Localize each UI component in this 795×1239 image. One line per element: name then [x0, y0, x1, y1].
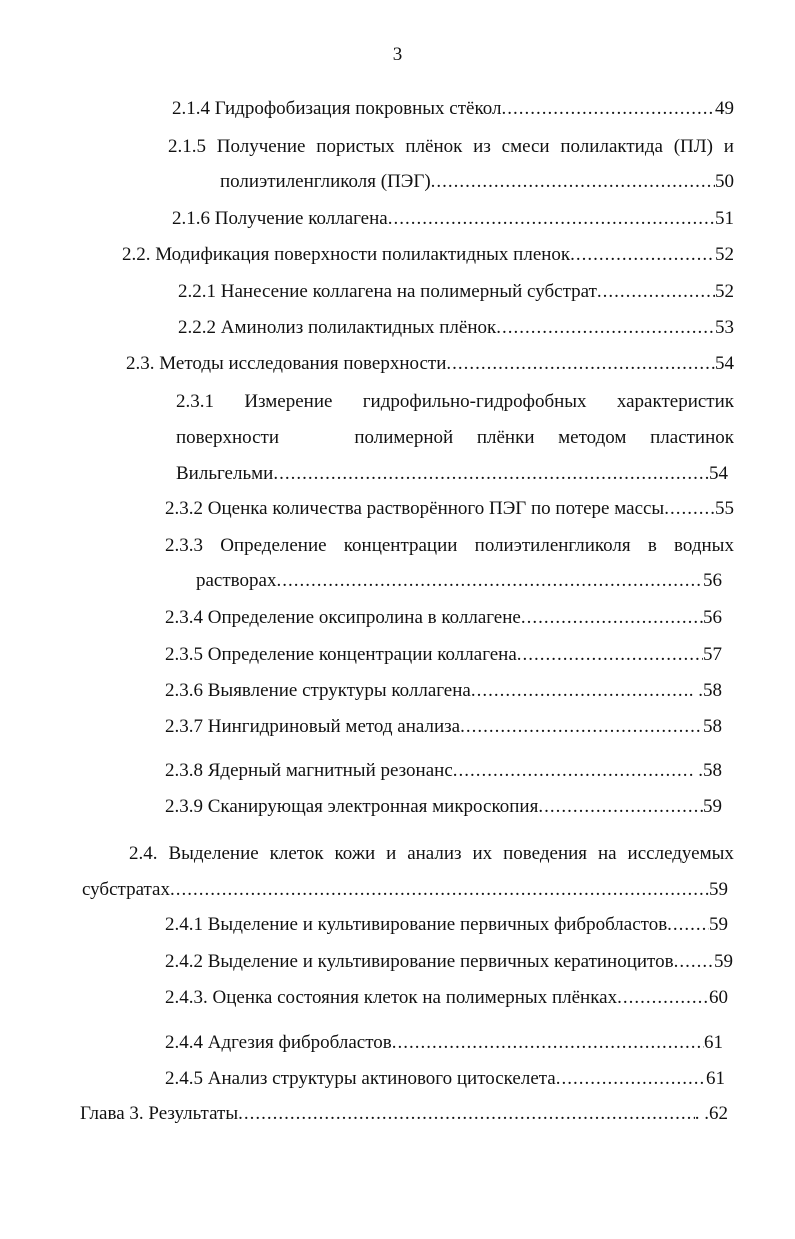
toc-entry [165, 1032, 723, 1058]
toc-entry [172, 98, 734, 124]
toc-leader [446, 353, 715, 375]
toc-page-number: 59 [709, 879, 728, 900]
toc-page-number: 60 [709, 987, 728, 1008]
toc-word: 2.1.5 [168, 136, 206, 157]
toc-word: смеси [501, 136, 550, 157]
toc-entry-continuation [82, 879, 728, 905]
toc-leader [667, 914, 709, 936]
toc-word: полилактида [560, 136, 663, 157]
toc-word: 2.3.3 [165, 535, 203, 556]
toc-entry-title: 2.4.1 Выделение и культивирование первичных фибробластов [165, 914, 668, 935]
toc-leader [556, 1068, 706, 1090]
toc-word: пористых [316, 136, 395, 157]
toc-entry-title: 2.3.2 Оценка количества растворённого ПЭГ по потере массы [165, 498, 665, 519]
toc-word: и [723, 136, 734, 157]
toc-page-number: 59 [703, 796, 722, 817]
toc-entry-continuation [196, 570, 722, 596]
toc-word: и [386, 843, 397, 864]
toc-leader [273, 463, 709, 485]
toc-page-number: . .58 [688, 680, 722, 701]
toc-entry [165, 607, 722, 633]
toc-entry-title: Глава 3. Результаты [80, 1103, 239, 1124]
toc-page-number: 56 [703, 570, 722, 591]
toc-entry [165, 987, 728, 1013]
toc-word: пластинок [650, 427, 734, 448]
toc-page-number: 54 [715, 353, 734, 374]
toc-word: методом [558, 427, 627, 448]
toc-entry [165, 680, 722, 706]
toc-page-number: 54 [709, 463, 728, 484]
toc-leader [460, 716, 703, 738]
toc-entry-title: 2.3.9 Сканирующая электронная микроскопия [165, 796, 539, 817]
toc-page-number: 52 [715, 281, 734, 302]
toc-entry-title: Вильгельми [176, 463, 274, 484]
toc-leader [538, 796, 703, 818]
toc-entry-title: 2.4.4 Адгезия фибробластов [165, 1032, 392, 1053]
toc-word: поведения [503, 843, 588, 864]
toc-entry [165, 760, 722, 786]
toc-word: полиэтиленгликоля [474, 535, 631, 556]
toc-entry [165, 796, 722, 822]
toc-entry-title: 2.3.6 Выявление структуры коллагена [165, 680, 471, 701]
toc-leader [501, 98, 715, 120]
toc-word: гидрофильно-гидрофобных [362, 391, 587, 412]
toc-page-number: 49 [715, 98, 734, 119]
toc-page-number: 51 [715, 208, 734, 229]
toc-entry [165, 498, 734, 524]
toc-entry [165, 951, 733, 977]
toc-word: плёнок [405, 136, 463, 157]
toc-word: их [472, 843, 493, 864]
toc-entry [178, 317, 734, 343]
toc-word: Выделение [168, 843, 259, 864]
toc-page-number: 52 [715, 244, 734, 265]
toc-leader [496, 317, 715, 339]
toc-entry [165, 914, 728, 940]
toc-word: анализ [407, 843, 462, 864]
toc-entry [172, 208, 734, 234]
toc-page-number: 55 [715, 498, 734, 519]
toc-entry [165, 716, 722, 742]
toc-entry-title: 2.3.7 Нингидриновый метод анализа [165, 716, 461, 737]
toc-entry [129, 843, 734, 869]
toc-page-number: 59 [714, 951, 733, 972]
toc-entry-title: полиэтиленгликоля (ПЭГ) [220, 171, 431, 192]
toc-page-number: . .62 [694, 1103, 728, 1124]
toc-leader [517, 644, 703, 666]
toc-word: кожи [334, 843, 376, 864]
toc-entry-title: 2.4.5 Анализ структуры актинового цитоскелета [165, 1068, 556, 1089]
toc-entry-title: 2.3. Методы исследования поверхности [126, 353, 447, 374]
toc-entry-title: 2.1.4 Гидрофобизация покровных стёкол [172, 98, 502, 119]
toc-word: на [597, 843, 617, 864]
toc-entry [165, 1068, 725, 1094]
toc-entry-title: 2.3.8 Ядерный магнитный резонанс [165, 760, 453, 781]
toc-entry-title: 2.3.4 Определение оксипролина в коллагене [165, 607, 521, 628]
toc-leader [471, 680, 689, 702]
toc-word: 2.4. [129, 843, 158, 864]
toc-leader [570, 244, 715, 266]
toc-entry-title: 2.3.5 Определение концентрации коллагена [165, 644, 517, 665]
toc-word: характеристик [616, 391, 734, 412]
toc-leader [170, 879, 709, 901]
toc-page-number: 61 [706, 1068, 725, 1089]
toc-page-number: 57 [703, 644, 722, 665]
toc-entry-title: 2.2.1 Нанесение коллагена на полимерный субстрат [178, 281, 597, 302]
toc-leader [388, 208, 715, 230]
toc-word: полимерной [354, 427, 454, 448]
toc-page-number: 56 [703, 607, 722, 628]
page-number: 3 [392, 44, 403, 65]
toc-word: (ПЛ) [673, 136, 713, 157]
toc-entry [178, 281, 734, 307]
toc-leader [392, 1032, 704, 1054]
toc-entry [122, 244, 734, 270]
toc-entry-continuation [176, 463, 728, 489]
toc-word: водных [674, 535, 734, 556]
toc-entry-title: 2.2.2 Аминолиз полилактидных плёнок [178, 317, 497, 338]
toc-entry-title: 2.4.3. Оценка состояния клеток на полимерных плёнках [165, 987, 618, 1008]
toc-word: Получение [216, 136, 306, 157]
toc-leader [664, 498, 715, 520]
toc-page-number: 50 [715, 171, 734, 192]
toc-leader [617, 987, 709, 1009]
toc-entry [176, 391, 734, 417]
toc-entry [80, 1103, 728, 1129]
toc-entry-continuation [176, 427, 734, 453]
toc-leader [431, 171, 715, 193]
toc-word: поверхности [176, 427, 280, 448]
toc-leader [674, 951, 714, 973]
toc-page-number: . .58 [688, 760, 722, 781]
toc-leader [453, 760, 689, 782]
toc-word: 2.3.1 [176, 391, 214, 412]
toc-entry-title: 2.1.6 Получение коллагена [172, 208, 388, 229]
toc-word: в [647, 535, 657, 556]
toc-page-number: 58 [703, 716, 722, 737]
toc-word: Определение [220, 535, 327, 556]
toc-entry-title: 2.2. Модификация поверхности полилактидных пленок [122, 244, 571, 265]
toc-word: исследуемых [627, 843, 734, 864]
toc-entry-title: субстратах [82, 879, 170, 900]
toc-word: плёнки [476, 427, 535, 448]
toc-page-number: 61 [704, 1032, 723, 1053]
toc-entry-title: растворах [196, 570, 277, 591]
toc-word: концентрации [343, 535, 458, 556]
toc-leader [276, 570, 703, 592]
toc-word: из [473, 136, 491, 157]
toc-leader [521, 607, 703, 629]
toc-word: Измерение [244, 391, 333, 412]
toc-leader [238, 1103, 695, 1125]
toc-entry [165, 535, 734, 561]
toc-entry [126, 353, 734, 379]
toc-entry-title: 2.4.2 Выделение и культивирование первичных кератиноцитов [165, 951, 674, 972]
toc-page-number: 59 [709, 914, 728, 935]
toc-entry-continuation [220, 171, 734, 197]
toc-word: клеток [269, 843, 324, 864]
toc-leader [597, 281, 715, 303]
toc-entry [165, 644, 722, 670]
toc-page-number: 53 [715, 317, 734, 338]
toc-entry [168, 136, 734, 162]
